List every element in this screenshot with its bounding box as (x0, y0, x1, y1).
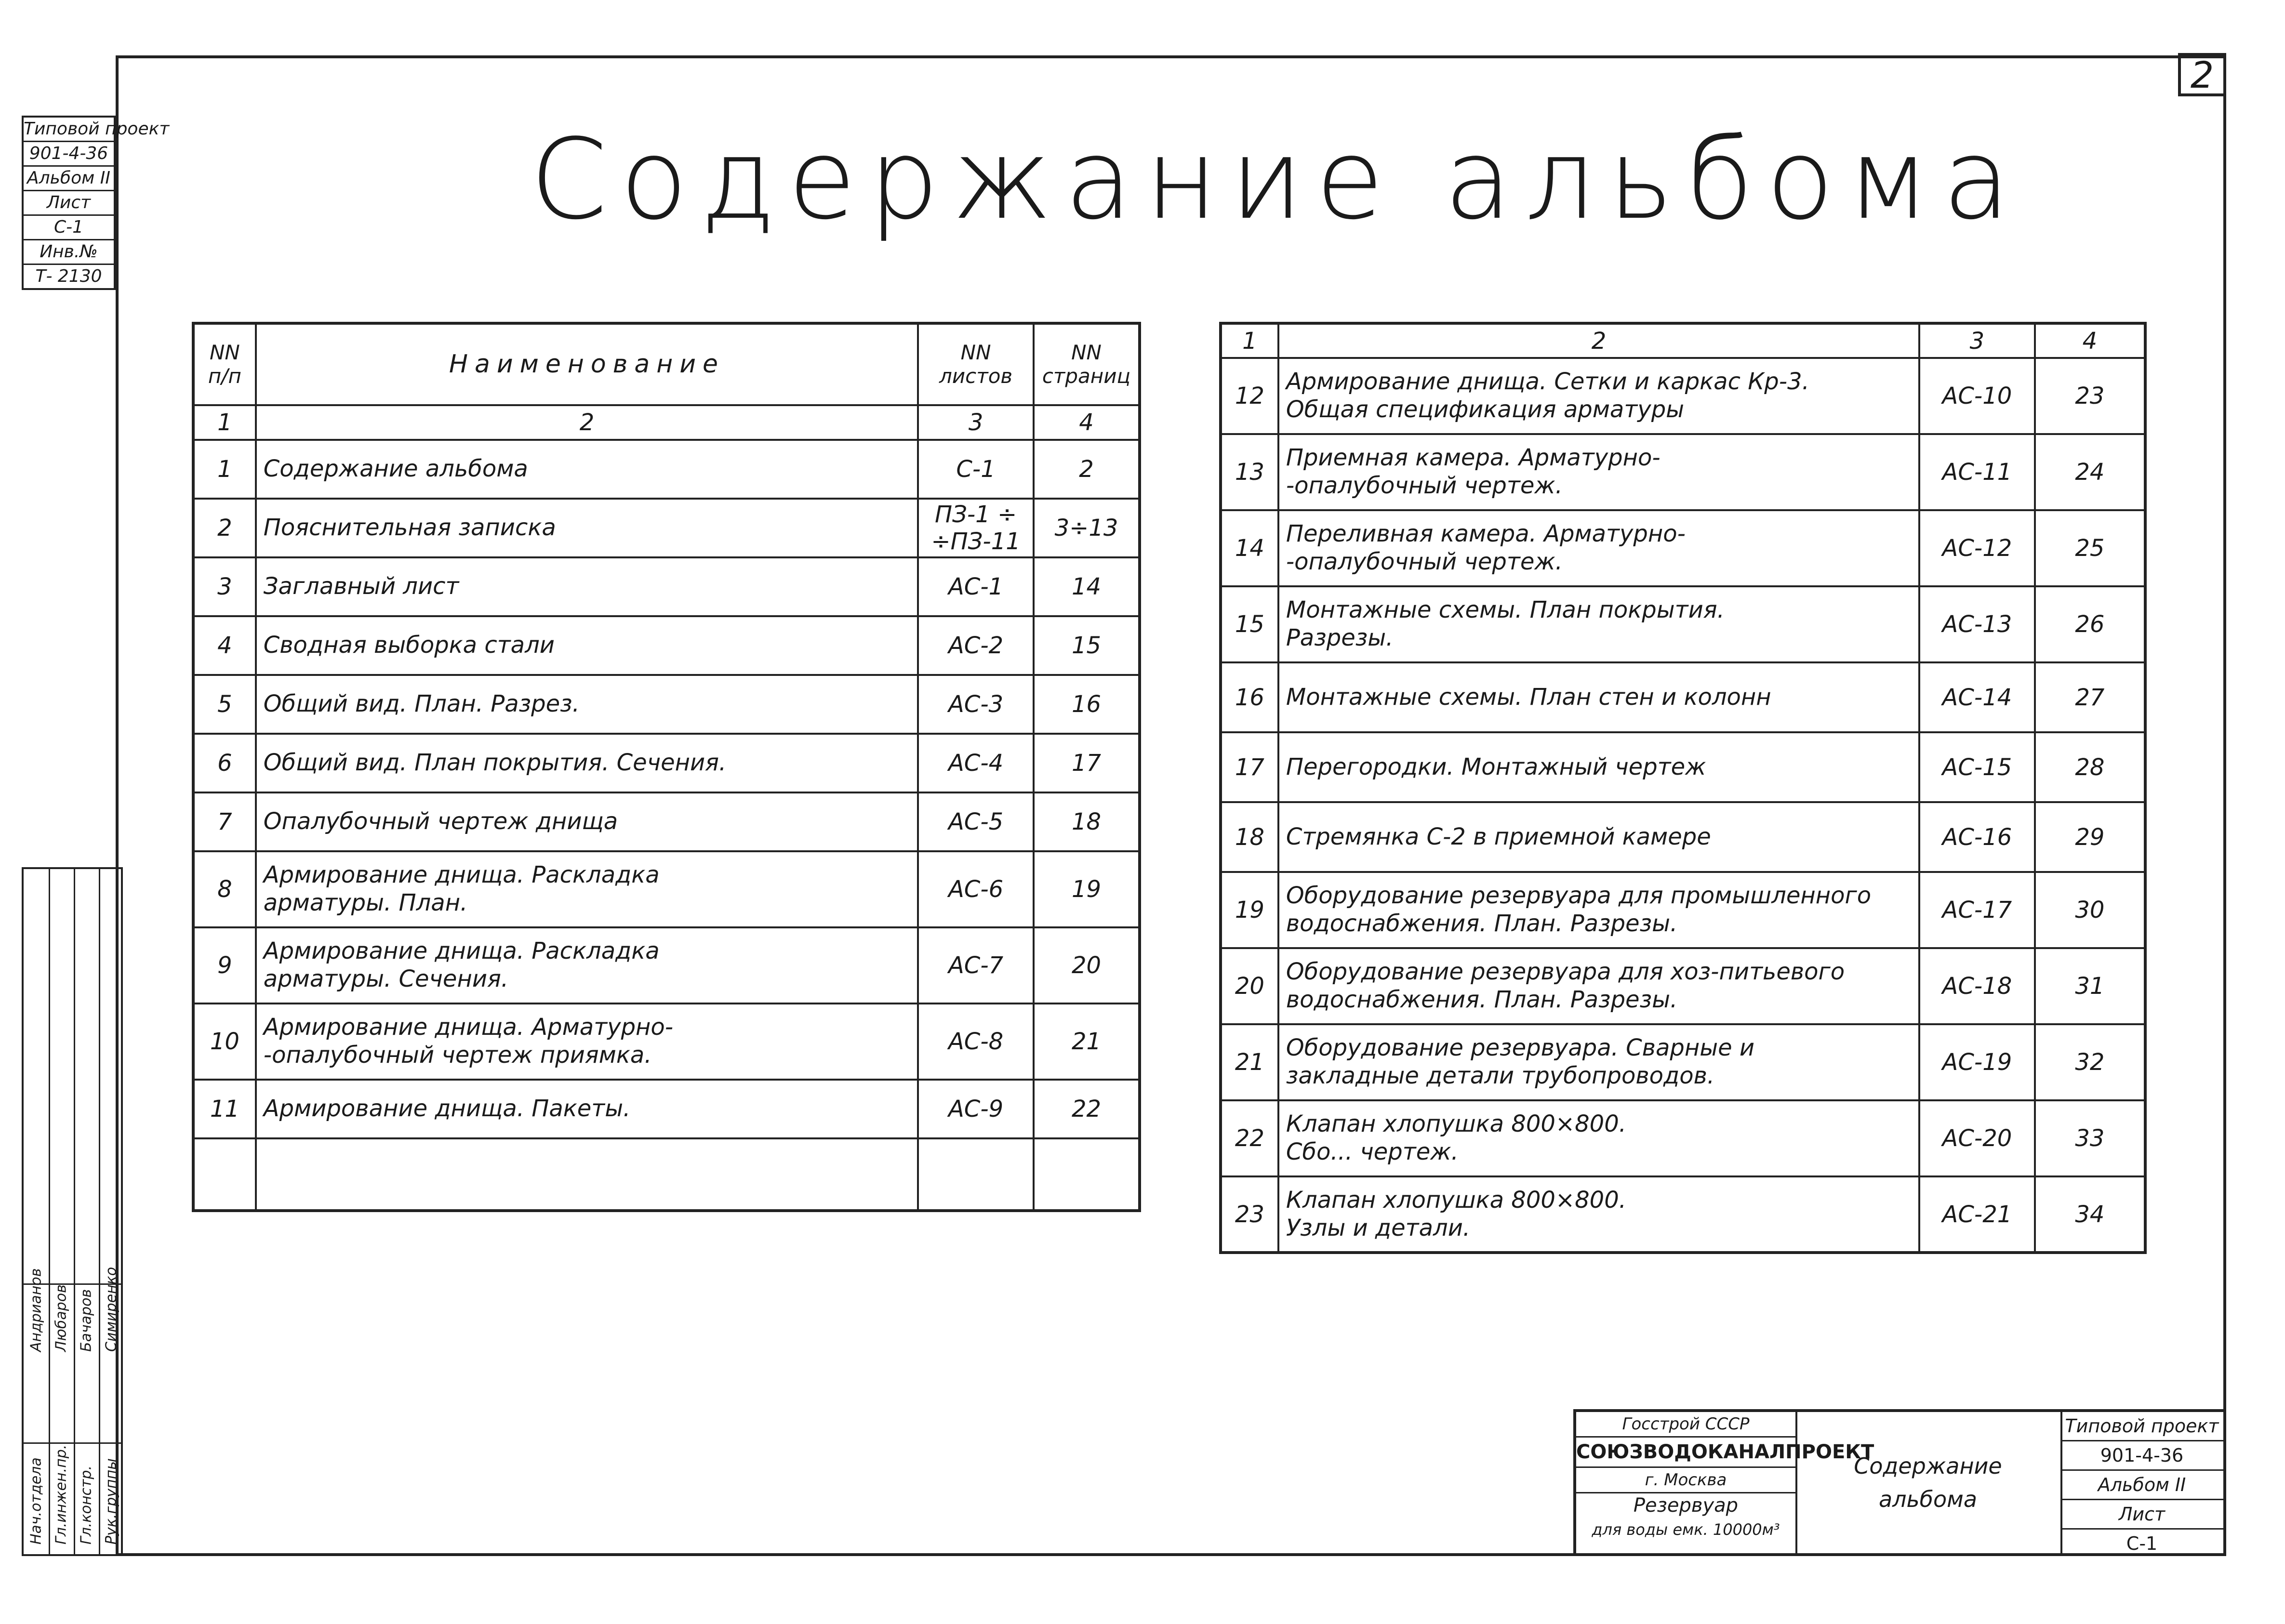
header-num: 4 (1034, 405, 1140, 440)
row-page: 29 (2035, 802, 2145, 872)
row-number: 7 (193, 792, 256, 851)
side-stamp-line: 901-4-36 (24, 142, 114, 167)
row-title (256, 675, 918, 734)
row-sheet: АС-18 (1919, 948, 2035, 1024)
row-page: 27 (2035, 662, 2145, 732)
row-page: 19 (1034, 851, 1140, 927)
row-page: 21 (1034, 1003, 1140, 1080)
row-title-line: Армирование днища. Раскладка (263, 861, 660, 889)
row-title (256, 440, 918, 499)
table-row (193, 499, 1140, 557)
row-title-line: Опалубочный чертеж днища (263, 808, 618, 835)
row-sheet: АС-3 (918, 675, 1034, 734)
row-page: 16 (1034, 675, 1140, 734)
header-cell: NN п/п (193, 323, 256, 405)
row-title (256, 1080, 918, 1138)
row-page: 24 (2035, 434, 2145, 510)
row-sheet: АС-5 (918, 792, 1034, 851)
row-title (1278, 1176, 1919, 1253)
table-row (193, 616, 1140, 675)
row-title-line: Клапан хлопушка 800×800. (1286, 1186, 1627, 1214)
row-number: 17 (1221, 732, 1278, 802)
sheet-label: Лист (2060, 1500, 2223, 1530)
row-page: 25 (2035, 510, 2145, 586)
row-sheet: АС-9 (918, 1080, 1034, 1138)
side-stamp-line: Инв.№ (24, 240, 114, 265)
row-title-line: закладные детали трубопроводов. (1286, 1062, 1715, 1089)
side-stamp-line: Т- 2130 (35, 266, 102, 286)
row-title-line: Разрезы. (1286, 624, 1394, 651)
table-row (1221, 358, 2145, 434)
table-row (193, 851, 1140, 927)
row-title (256, 734, 918, 792)
org-city: г. Москва (1576, 1468, 1795, 1493)
row-page: 23 (2035, 358, 2145, 434)
header-cell: NN листов (918, 323, 1034, 405)
row-sheet: АС-13 (1919, 586, 2035, 662)
row-title-line: -опалубочный чертеж. (1286, 548, 1563, 575)
row-title-line: -опалубочный чертеж. (1286, 472, 1563, 499)
row-page: 30 (2035, 872, 2145, 948)
row-title-line: водоснабжения. План. Разрезы. (1286, 986, 1678, 1013)
row-title-line: -опалубочный чертеж приямка. (263, 1042, 652, 1069)
row-title (1278, 872, 1919, 948)
row-sheet: АС-7 (918, 927, 1034, 1003)
table-row (193, 1080, 1140, 1138)
row-title-line: Клапан хлопушка 800×800. (1286, 1110, 1627, 1138)
row-title-line: Перегородки. Монтажный чертеж (1286, 753, 1706, 780)
row-title-line: арматуры. План. (263, 889, 468, 916)
row-title-line: Общий вид. План. Разрез. (263, 690, 580, 718)
header-num: 3 (1919, 323, 2035, 358)
row-number: 23 (1221, 1176, 1278, 1253)
row-title (256, 1003, 918, 1080)
row-page: 2 (1034, 440, 1140, 499)
row-number: 6 (193, 734, 256, 792)
row-sheet: АС-6 (918, 851, 1034, 927)
row-number: 3 (193, 557, 256, 616)
signature-name: Симиренко (103, 1267, 120, 1352)
table-row (193, 557, 1140, 616)
row-title-line: арматуры. Сечения. (263, 965, 509, 992)
row-page: 20 (1034, 927, 1140, 1003)
row-title-line: Армирование днища. Пакеты. (263, 1095, 631, 1122)
table-row (193, 927, 1140, 1003)
row-title (1278, 434, 1919, 510)
table-row (1221, 586, 2145, 662)
table-row (1221, 510, 2145, 586)
row-title (256, 499, 918, 557)
header-cell: NN страниц (1034, 323, 1140, 405)
row-sheet: АС-12 (1919, 510, 2035, 586)
object-capacity: для воды емк. 10000м³ (1592, 1520, 1780, 1539)
empty-cell (918, 1138, 1034, 1211)
signature-role: Гл.инжен.пр. (53, 1444, 70, 1545)
table-row (1221, 1100, 2145, 1176)
row-number: 14 (1221, 510, 1278, 586)
table-row-empty (193, 1138, 1140, 1211)
table-row (1221, 434, 2145, 510)
row-title (1278, 802, 1919, 872)
row-number: 8 (193, 851, 256, 927)
table-row (1221, 662, 2145, 732)
side-stamp-line: Лист (24, 191, 114, 216)
signature-name: Любаров (53, 1284, 70, 1352)
contents-table-left (192, 322, 1141, 1212)
row-number: 2 (193, 499, 256, 557)
page-title: Содержание альбома (530, 116, 2023, 244)
row-title-line: Приемная камера. Арматурно- (1286, 444, 1661, 472)
row-title (1278, 510, 1919, 586)
document-title-line: Содержание (1854, 1452, 2002, 1479)
project-label: Типовой проект (2060, 1412, 2223, 1441)
row-sheet: АС-19 (1919, 1024, 2035, 1100)
table-row (193, 440, 1140, 499)
row-sheet: АС-15 (1919, 732, 2035, 802)
row-page: 33 (2035, 1100, 2145, 1176)
row-page: 22 (1034, 1080, 1140, 1138)
row-title-line: Монтажные схемы. План покрытия. (1286, 596, 1725, 624)
row-page: 15 (1034, 616, 1140, 675)
row-sheet: АС-20 (1919, 1100, 2035, 1176)
sheet-number-box: 2 (2178, 53, 2226, 96)
row-title (1278, 948, 1919, 1024)
row-page: 32 (2035, 1024, 2145, 1100)
row-title (1278, 586, 1919, 662)
document-title-cell (1795, 1412, 2062, 1553)
row-title-line: Заглавный лист (263, 573, 459, 600)
row-sheet: АС-14 (1919, 662, 2035, 732)
row-title-line: Армирование днища. Арматурно- (263, 1014, 674, 1041)
signature-name: Бачаров (78, 1289, 95, 1352)
album-number: Альбом II (2060, 1471, 2223, 1500)
row-page: 17 (1034, 734, 1140, 792)
row-title-line: водоснабжения. План. Разрезы. (1286, 910, 1678, 937)
row-title (1278, 732, 1919, 802)
row-sheet: АС-8 (918, 1003, 1034, 1080)
table-row (193, 734, 1140, 792)
row-title-line: Пояснительная записка (263, 514, 556, 541)
row-number: 16 (1221, 662, 1278, 732)
row-title (256, 557, 918, 616)
table-row (1221, 802, 2145, 872)
table-row (193, 1003, 1140, 1080)
side-stamp-line: С-1 (24, 216, 114, 240)
row-number: 13 (1221, 434, 1278, 510)
row-page: 26 (2035, 586, 2145, 662)
row-sheet: АС-1 (918, 557, 1034, 616)
row-title (1278, 358, 1919, 434)
row-page: 18 (1034, 792, 1140, 851)
contents-table-right (1219, 322, 2147, 1254)
empty-cell (256, 1138, 918, 1211)
row-sheet: АС-21 (1919, 1176, 2035, 1253)
row-number: 22 (1221, 1100, 1278, 1176)
row-title-line: Содержание альбома (263, 455, 528, 483)
row-title-line: Сводная выборка стали (263, 632, 555, 659)
header-num: 1 (1221, 323, 1278, 358)
row-number: 12 (1221, 358, 1278, 434)
row-number: 10 (193, 1003, 256, 1080)
row-sheet: АС-17 (1919, 872, 2035, 948)
table-row (1221, 1024, 2145, 1100)
row-title (256, 616, 918, 675)
sheet-code: С-1 (2126, 1533, 2158, 1554)
title-block (1573, 1409, 2226, 1556)
row-title-line: Оборудование резервуара для хоз-питьевого (1286, 958, 1845, 986)
row-number: 4 (193, 616, 256, 675)
row-title-line: Сбо... чертеж. (1286, 1138, 1459, 1165)
row-number: 20 (1221, 948, 1278, 1024)
row-title-line: Оборудование резервуара для промышленного (1286, 882, 1872, 910)
row-title (256, 851, 918, 927)
row-number: 9 (193, 927, 256, 1003)
side-stamp (22, 116, 170, 290)
row-number: 5 (193, 675, 256, 734)
row-number: 11 (193, 1080, 256, 1138)
row-title-line: Стремянка С-2 в приемной камере (1286, 823, 1711, 850)
project-cell (2060, 1412, 2223, 1553)
table-row (1221, 732, 2145, 802)
header-num: 1 (193, 405, 256, 440)
object-name: Резервуар (1633, 1494, 1739, 1517)
row-page: 14 (1034, 557, 1140, 616)
signature-role: Рук.группы (103, 1458, 120, 1545)
row-number: 18 (1221, 802, 1278, 872)
project-code: 901-4-36 (2060, 1441, 2223, 1471)
row-page: 3÷13 (1034, 499, 1140, 557)
row-title-line: Оборудование резервуара. Сварные и (1286, 1034, 1755, 1062)
row-number: 15 (1221, 586, 1278, 662)
table-row (193, 675, 1140, 734)
header-num: 2 (256, 405, 918, 440)
row-title (256, 927, 918, 1003)
side-stamp-line: Альбом II (24, 167, 114, 191)
row-title-line: Узлы и детали. (1286, 1214, 1471, 1241)
row-sheet: АС-4 (918, 734, 1034, 792)
table-row (1221, 948, 2145, 1024)
table-row (1221, 1176, 2145, 1253)
row-title-line: Монтажные схемы. План стен и колонн (1286, 683, 1771, 711)
row-sheet: АС-16 (1919, 802, 2035, 872)
row-title-line: Армирование днища. Сетки и каркас Кр-3. (1286, 368, 1809, 396)
empty-cell (193, 1138, 256, 1211)
row-title-line: Переливная камера. Арматурно- (1286, 520, 1686, 548)
header-num: 4 (2035, 323, 2145, 358)
signature-name: Андрианов (27, 1268, 45, 1352)
row-page: 28 (2035, 732, 2145, 802)
row-title (1278, 1024, 1919, 1100)
signature-role: Нач.отдела (27, 1457, 45, 1545)
org-line: Госстрой СССР (1622, 1414, 1750, 1434)
header-cell: Наименование (256, 323, 918, 405)
row-sheet: АС-11 (1919, 434, 2035, 510)
document-title-line: альбома (1878, 1486, 1978, 1512)
empty-cell (1034, 1138, 1140, 1211)
row-title (256, 792, 918, 851)
row-title (1278, 1100, 1919, 1176)
table-row (1221, 872, 2145, 948)
table-row (193, 792, 1140, 851)
row-sheet: ПЗ-1 ÷ ÷ПЗ-11 (918, 499, 1034, 557)
row-title-line: Общая спецификация арматуры (1286, 396, 1685, 423)
header-num: 2 (1278, 323, 1919, 358)
row-title-line: Общий вид. План покрытия. Сечения. (263, 749, 727, 777)
row-sheet: АС-10 (1919, 358, 2035, 434)
row-number: 19 (1221, 872, 1278, 948)
header-num: 3 (918, 405, 1034, 440)
row-title (1278, 662, 1919, 732)
row-title-line: Армирование днища. Раскладка (263, 937, 660, 965)
signature-block (22, 867, 123, 1556)
row-number: 1 (193, 440, 256, 499)
row-page: 34 (2035, 1176, 2145, 1253)
row-page: 31 (2035, 948, 2145, 1024)
row-sheet: АС-2 (918, 616, 1034, 675)
side-stamp-line: Типовой проект (24, 118, 114, 142)
row-sheet: С-1 (918, 440, 1034, 499)
organization-cell (1576, 1412, 1874, 1553)
org-name: СОЮЗВОДОКАНАЛПРОЕКТ (1576, 1436, 1795, 1468)
row-number: 21 (1221, 1024, 1278, 1100)
signature-role: Гл.констр. (78, 1465, 95, 1545)
